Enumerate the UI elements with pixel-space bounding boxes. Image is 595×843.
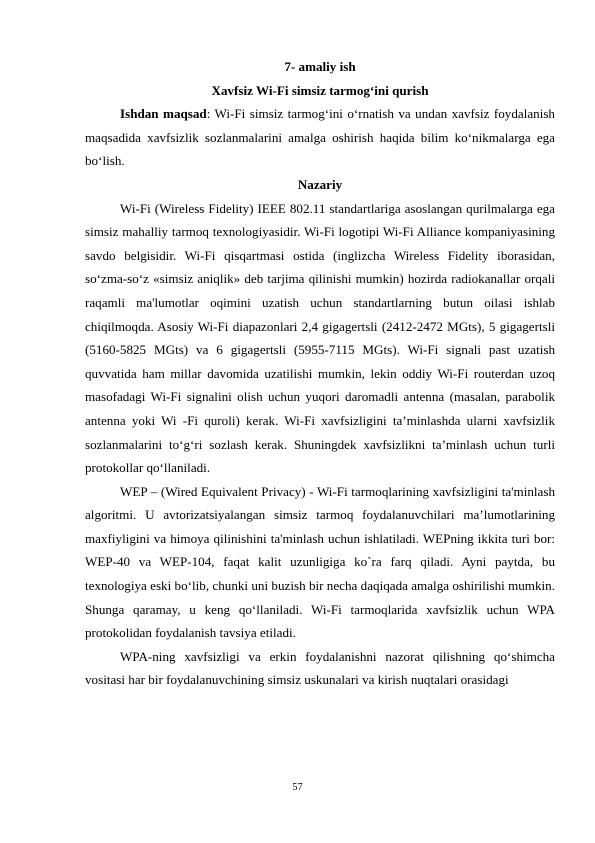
theory-paragraph-wep: WEP – (Wired Equivalent Privacy) - Wi-Fi tarmoqlarining xavfsizligini ta'minlash algoritmi. U avtorizatsiyalangan simsiz tarmoq foydalanuvchilari ma’lumotlarining maxfiyligini va himoya qilinishini ta'minlash uchun ishlatiladi. WEPning ikkita turi bor: WEP-40 va WEP-104, faqat kalit uzunligiga ko`ra farq qiladi. Ayni paytda, bu texnologiya eski bo‘lib, chunki uni buzish bir necha daqiqada amalga oshirilishi mumkin. Shunga qaramay, u keng qo‘llaniladi. Wi-Fi tarmoqlarida xavfsizlik uchun WPA protokolidan foydalanish tavsiya etiladi.: [85, 483, 555, 641]
theory-paragraph-wpa: WPA-ning xavfsizligi va erkin foydalanishni nazorat qilishning qo‘shimcha vositasi har bir foydalanuvchining simsiz uskunalari va kirish nuqtalari orasidagi: [85, 648, 555, 688]
goal-label: Ishdan maqsad: [120, 106, 207, 122]
page-number: 57: [292, 782, 303, 793]
document-page: [85, 55, 555, 692]
theory-paragraph-wifi: Wi-Fi (Wireless Fidelity) IEEE 802.11 standartlariga asoslangan qurilmalarga ega simsiz mahalliy tarmoq texnologiyasidir. Wi-Fi logotipi Wi-Fi Alliance kompaniyasining savdo belgisidir. Wi-Fi qisqartmasi ostida (inglizcha Wireless Fidelity iborasidan, so‘zma-so‘z «simsiz aniqlik» deb tarjima qilinishi mumkin) hozirda radiokanallar orqali raqamli ma'lumotlar oqimini uzatish uchun standartlarning butun oilasi ishlab chiqilmoqda. Asosiy Wi-Fi diapazonlari 2,4 gigagertsli (2412-2472 MGts), 5 gigagertsli (5160-5825 MGts) va 6 gigagertsli (5955-7115 MGts). Wi-Fi signali past uzatish quvvatida ham millar davomida uzatilishi mumkin, lekin oddiy Wi-Fi routerdan uzoq masofadagi Wi-Fi signalini olish uchun yuqori daromadli antenna (masalan, parabolik antenna yoki Wi -Fi quroli) kerak. Wi-Fi xavfsizligini ta’minlashda ularni xavfsizlik sozlanmalarini to‘g‘ri sozlash kerak. Shuningdek xavfsizlikni ta’minlash uchun turli protokollar qo‘llaniladi.: [85, 200, 555, 476]
goal-paragraph: [85, 102, 555, 173]
goal-text: : Wi-Fi simsiz tarmog‘ini o‘rnatish va undan xavfsiz foydalanish maqsadida xavfsizlik sozlanmalarini amalga oshirish haqida bilim ko‘nikmalarga ega bo‘lish.: [85, 106, 555, 169]
lab-number-heading: 7- amaliy ish: [284, 59, 356, 74]
theory-heading: Nazariy: [297, 176, 343, 192]
lab-title: Xavfsiz Wi-Fi simsiz tarmog‘ini qurish: [211, 82, 429, 98]
